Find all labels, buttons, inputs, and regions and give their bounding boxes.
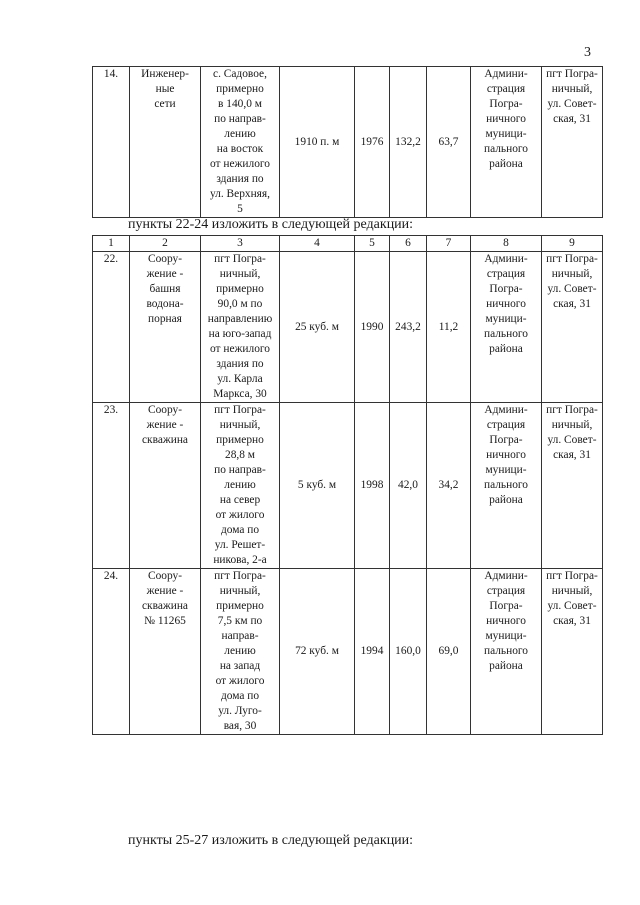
page-number: 3	[584, 45, 591, 60]
cell-line: от нежилого	[210, 158, 270, 170]
cell-line: страция	[486, 585, 526, 597]
cell-line: 90,0 м по	[217, 298, 263, 310]
cell-line: 5	[237, 203, 243, 215]
header-cell: 9	[542, 236, 603, 252]
header-cell: 4	[280, 236, 355, 252]
cell-line: пгт Погра-	[546, 570, 598, 582]
cell-line: скважина	[142, 434, 188, 446]
object-location	[201, 252, 280, 403]
object-year: 1976	[355, 67, 390, 218]
cell-line: на восток	[216, 143, 264, 155]
cell-line: пгт Погра-	[214, 570, 266, 582]
cell-line: пгт Погра-	[214, 404, 266, 416]
cell-line: 7,5 км по	[217, 615, 263, 627]
header-cell: 1	[93, 236, 130, 252]
cell-line: ул. Совет-	[547, 600, 597, 612]
object-name	[130, 67, 201, 218]
cell-line: Маркса, 30	[213, 388, 267, 400]
object-address	[542, 67, 603, 218]
cell-line: жение -	[146, 585, 184, 597]
cell-line: района	[489, 660, 523, 672]
cell-line: на запад	[219, 660, 261, 672]
cell-line: жение -	[146, 419, 184, 431]
cell-line: пгт Погра-	[546, 68, 598, 80]
registry-table	[92, 235, 603, 735]
row-number: 24.	[93, 569, 130, 735]
table-header-row	[93, 236, 603, 252]
cell-line: пального	[483, 645, 528, 657]
object-value-6: 42,0	[390, 403, 427, 569]
header-cell: 3	[201, 236, 280, 252]
cell-line: ничный,	[551, 268, 593, 280]
object-address	[542, 403, 603, 569]
object-size: 5 куб. м	[280, 403, 355, 569]
cell-line: здания по	[216, 358, 264, 370]
object-address	[542, 569, 603, 735]
cell-line: Админи-	[484, 404, 528, 416]
cell-line: водона-	[146, 298, 184, 310]
cell-line: ская, 31	[553, 113, 591, 125]
object-value-7: 63,7	[427, 67, 471, 218]
caption-items-22-24: пункты 22-24 изложить в следующей редакции:	[128, 217, 414, 232]
header-cell: 5	[355, 236, 390, 252]
cell-line: направлению	[207, 313, 273, 325]
cell-line: ничный,	[219, 268, 261, 280]
cell-line: пгт Погра-	[546, 253, 598, 265]
cell-line: примерно	[216, 434, 264, 446]
cell-line: страция	[486, 419, 526, 431]
object-name	[130, 252, 201, 403]
header-cell: 7	[427, 236, 471, 252]
object-size: 1910 п. м	[280, 67, 355, 218]
cell-line: Погра-	[489, 600, 523, 612]
cell-line: примерно	[216, 283, 264, 295]
cell-line: муници-	[485, 313, 527, 325]
cell-line: Соору-	[147, 253, 183, 265]
object-value-6: 132,2	[390, 67, 427, 218]
cell-line: порная	[148, 313, 182, 325]
cell-line: башня	[149, 283, 181, 295]
cell-line: муници-	[485, 630, 527, 642]
cell-line: страция	[486, 83, 526, 95]
registry-table-row-14	[92, 66, 603, 218]
cell-line: ничного	[486, 449, 526, 461]
cell-line: примерно	[216, 83, 264, 95]
cell-line: ничного	[486, 298, 526, 310]
cell-line: ничного	[486, 615, 526, 627]
cell-line: пгт Погра-	[214, 253, 266, 265]
cell-line: Админи-	[484, 68, 528, 80]
cell-line: по направ-	[214, 464, 266, 476]
object-name	[130, 403, 201, 569]
cell-line: в 140,0 м	[218, 98, 262, 110]
cell-line: пального	[483, 328, 528, 340]
cell-line: скважина	[142, 600, 188, 612]
cell-line: с. Садовое,	[213, 68, 267, 80]
object-size: 25 куб. м	[280, 252, 355, 403]
cell-line: ул. Совет-	[547, 283, 597, 295]
cell-line: ные	[155, 83, 175, 95]
object-owner	[471, 252, 542, 403]
table-row	[93, 252, 603, 403]
cell-line: примерно	[216, 600, 264, 612]
cell-line: от жилого	[215, 509, 265, 521]
cell-line: ская, 31	[553, 449, 591, 461]
cell-line: вая, 30	[223, 720, 257, 732]
cell-line: жение -	[146, 268, 184, 280]
cell-line: от жилого	[215, 675, 265, 687]
object-location	[201, 569, 280, 735]
cell-line: муници-	[485, 464, 527, 476]
cell-line: ничный,	[219, 419, 261, 431]
cell-line: здания по	[216, 173, 264, 185]
object-location	[201, 403, 280, 569]
cell-line: на север	[219, 494, 261, 506]
cell-line: ул. Совет-	[547, 98, 597, 110]
table-row	[93, 569, 603, 735]
cell-line: ул. Решет-	[214, 539, 266, 551]
cell-line: ничный,	[551, 419, 593, 431]
cell-line: ничный,	[551, 585, 593, 597]
object-address	[542, 252, 603, 403]
cell-line: ничный,	[551, 83, 593, 95]
cell-line: страция	[486, 268, 526, 280]
cell-line: Погра-	[489, 434, 523, 446]
cell-line: пального	[483, 143, 528, 155]
cell-line: района	[489, 158, 523, 170]
object-size: 72 куб. м	[280, 569, 355, 735]
object-value-7: 34,2	[427, 403, 471, 569]
cell-line: сети	[154, 98, 176, 110]
cell-line: ничного	[486, 113, 526, 125]
cell-line: никова, 2-а	[213, 554, 267, 566]
object-year: 1998	[355, 403, 390, 569]
object-owner	[471, 569, 542, 735]
cell-line: пального	[483, 479, 528, 491]
cell-line: лению	[224, 128, 256, 140]
object-value-6: 243,2	[390, 252, 427, 403]
object-owner	[471, 67, 542, 218]
object-value-6: 160,0	[390, 569, 427, 735]
cell-line: Админи-	[484, 253, 528, 265]
cell-line: Инженер-	[141, 68, 189, 80]
cell-line: лению	[224, 479, 256, 491]
cell-line: Соору-	[147, 570, 183, 582]
table-row	[93, 67, 603, 218]
cell-line: района	[489, 343, 523, 355]
cell-line: ская, 31	[553, 298, 591, 310]
cell-line: района	[489, 494, 523, 506]
table-row	[93, 403, 603, 569]
header-cell: 6	[390, 236, 427, 252]
header-cell: 2	[130, 236, 201, 252]
row-number: 23.	[93, 403, 130, 569]
cell-line: ничный,	[219, 585, 261, 597]
cell-line: Погра-	[489, 98, 523, 110]
row-number: 14.	[93, 67, 130, 218]
object-owner	[471, 403, 542, 569]
cell-line: дома по	[220, 524, 260, 536]
cell-line: ул. Карла	[217, 373, 263, 385]
cell-line: ул. Луго-	[218, 705, 262, 717]
object-year: 1994	[355, 569, 390, 735]
cell-line: по направ-	[214, 113, 266, 125]
cell-line: на юго-запад	[208, 328, 272, 340]
object-value-7: 69,0	[427, 569, 471, 735]
object-year: 1990	[355, 252, 390, 403]
cell-line: ская, 31	[553, 615, 591, 627]
object-value-7: 11,2	[427, 252, 471, 403]
cell-line: 28,8 м	[225, 449, 255, 461]
caption-items-25-27: пункты 25-27 изложить в следующей редакции:	[128, 833, 414, 848]
object-name	[130, 569, 201, 735]
cell-line: пгт Погра-	[546, 404, 598, 416]
cell-line: Погра-	[489, 283, 523, 295]
cell-line: муници-	[485, 128, 527, 140]
row-number: 22.	[93, 252, 130, 403]
header-cell: 8	[471, 236, 542, 252]
cell-line: ул. Совет-	[547, 434, 597, 446]
cell-line: № 11265	[144, 615, 186, 627]
cell-line: от нежилого	[210, 343, 270, 355]
cell-line: ул. Верхняя,	[209, 188, 271, 200]
object-location	[201, 67, 280, 218]
cell-line: Админи-	[484, 570, 528, 582]
cell-line: лению	[224, 645, 256, 657]
cell-line: направ-	[221, 630, 259, 642]
cell-line: Соору-	[147, 404, 183, 416]
cell-line: дома по	[220, 690, 260, 702]
